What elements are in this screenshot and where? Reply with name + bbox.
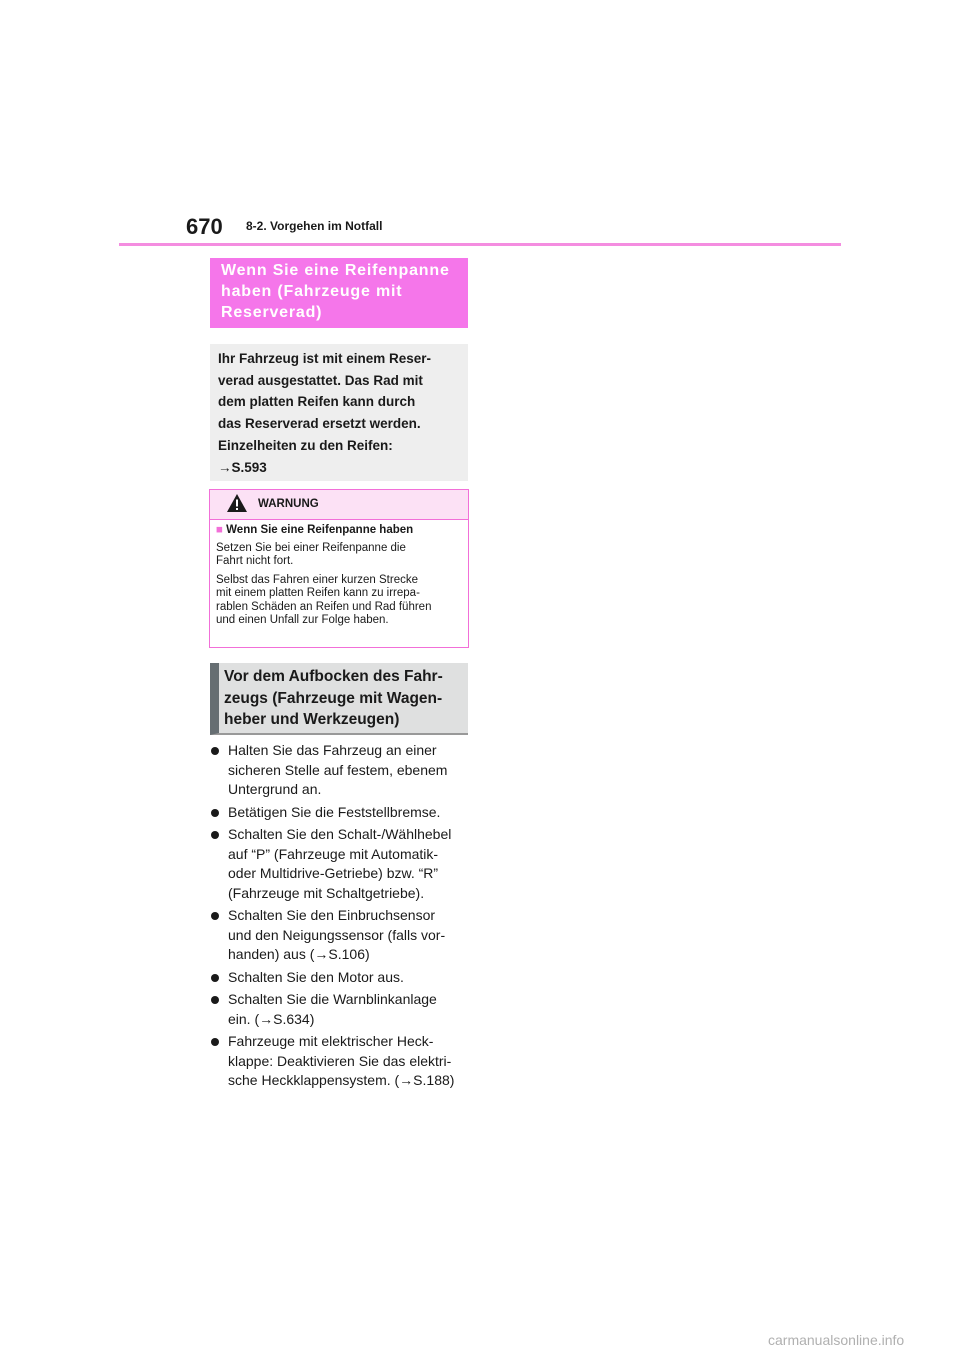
list-item-line: sche Heckklappensystem. (→S.188) <box>228 1072 455 1088</box>
warning-line: und einen Unfall zur Folge haben. <box>216 614 389 626</box>
list-item <box>211 825 481 903</box>
list-item-line: Schalten Sie den Einbruchsensor <box>228 907 436 923</box>
header-rule <box>119 243 841 246</box>
list-item-line: Fahrzeuge mit elektrischer Heck- <box>228 1033 434 1049</box>
warning-paragraph <box>216 574 462 628</box>
steps-list <box>211 741 481 1094</box>
intro-line: Einzelheiten zu den Reifen: <box>218 437 393 453</box>
list-item-line: Schalten Sie den Schalt-/Wählhebel <box>228 826 452 842</box>
list-item-line: Untergrund an. <box>228 781 322 797</box>
warning-line: rablen Schäden an Reifen und Rad führen <box>216 600 432 613</box>
jacking-heading <box>210 663 468 735</box>
list-item-line: Schalten Sie den Motor aus. <box>228 968 404 985</box>
list-item <box>211 1032 481 1091</box>
warning-paragraph <box>216 542 462 569</box>
list-item <box>211 803 481 823</box>
list-item <box>211 741 481 800</box>
list-item-line: ein. (→S.634) <box>228 1010 315 1027</box>
list-item-line: auf “P” (Fahrzeuge mit Automatik- <box>228 845 439 862</box>
list-item-line: Betätigen Sie die Feststellbremse. <box>228 803 441 820</box>
warning-line: Setzen Sie bei einer Reifenpanne die <box>216 541 406 554</box>
list-item <box>211 968 481 988</box>
tire-puncture-heading <box>210 258 468 328</box>
intro-line: das Reserverad ersetzt werden. <box>218 416 421 432</box>
section-header: 8-2. Vorgehen im Notfall <box>246 219 383 233</box>
heading-line: heber und Werkzeugen) <box>224 711 400 728</box>
intro-box <box>210 344 468 481</box>
list-item-line: Schalten Sie die Warnblinkanlage <box>228 991 437 1007</box>
warning-line: Selbst das Fahren einer kurzen Strecke <box>216 573 418 586</box>
page-number: 670 <box>186 214 223 239</box>
intro-line: dem platten Reifen kann durch <box>218 394 416 410</box>
warning-subheading <box>216 524 462 538</box>
list-item-line: sicheren Stelle auf festem, ebenem <box>228 761 448 778</box>
list-item-line: und den Neigungssensor (falls vor- <box>228 926 446 943</box>
heading-line: haben (Fahrzeuge mit <box>221 283 403 300</box>
list-item-line: Halten Sie das Fahrzeug an einer <box>228 742 437 758</box>
watermark: carmanualsonline.info <box>768 1332 905 1348</box>
warning-body <box>210 520 468 628</box>
list-item-line: klappe: Deaktivieren Sie das elektri- <box>228 1052 452 1069</box>
heading-line: Wenn Sie eine Reifenpanne <box>221 262 450 279</box>
warning-header <box>210 490 468 520</box>
list-item-line: oder Multidrive-Getriebe) bzw. “R” <box>228 865 439 881</box>
intro-line: verad ausgestattet. Das Rad mit <box>218 372 423 388</box>
warning-line: mit einem platten Reifen kann zu irrepa- <box>216 587 420 599</box>
warning-triangle-icon <box>226 493 248 513</box>
warning-title: WARNUNG <box>258 498 319 510</box>
heading-line: zeugs (Fahrzeuge mit Wagen- <box>224 689 443 707</box>
heading-line: Vor dem Aufbocken des Fahr- <box>224 668 443 685</box>
warning-box <box>209 489 469 648</box>
square-bullet-icon: ■ <box>216 524 223 536</box>
intro-line: Ihr Fahrzeug ist mit einem Reser- <box>218 351 432 366</box>
warning-line: Fahrt nicht fort. <box>216 555 294 567</box>
list-item-line: (Fahrzeuge mit Schaltgetriebe). <box>228 884 425 901</box>
warning-subheading-text: Wenn Sie eine Reifenpanne haben <box>226 524 414 536</box>
list-item-line: handen) aus (→S.106) <box>228 946 370 962</box>
list-item <box>211 990 481 1029</box>
heading-line: Reserverad) <box>221 304 323 321</box>
list-item <box>211 906 481 965</box>
page-reference-link[interactable]: →S.593 <box>218 459 267 475</box>
